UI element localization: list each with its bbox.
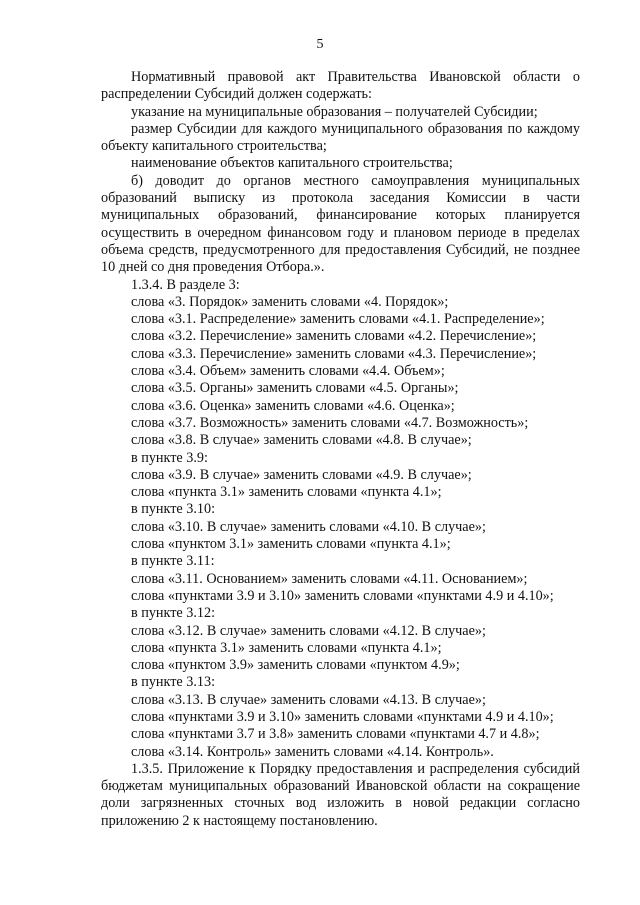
list-line: слова «3.7. Возможность» заменить словами «4.7. Возможность»;: [131, 414, 529, 431]
list-line: слова «пунктом 3.9» заменить словами «пунктом 4.9»;: [131, 657, 460, 674]
paragraph: размер Субсидии для каждого муниципального образования по каждому объекту капитального строительства;: [101, 120, 580, 155]
list-line: слова «3.10. В случае» заменить словами «4.10. В случае»;: [131, 518, 486, 535]
paragraph: б) доводит до органов местного самоуправления муниципальных образований выписку из протокола заседания Комиссии в части муниципальных образований, финансирование которых планируется осуществить в очередном финансовом году и плановом периоде в пределах объема средств, предусмотренного для предоставления Субсидий, не позднее 10 дней со дня проведения Отбора.».: [101, 172, 580, 276]
list-line: указание на муниципальные образования – получателей Субсидии;: [131, 103, 538, 120]
list-line: слова «3.3. Перечисление» заменить словами «4.3. Перечисление»;: [131, 345, 537, 362]
list-line: слова «3.2. Перечисление» заменить словами «4.2. Перечисление»;: [131, 328, 537, 345]
list-line: в пункте 3.10:: [131, 501, 216, 518]
list-line: слова «пунктами 3.9 и 3.10» заменить словами «пунктами 4.9 и 4.10»;: [131, 587, 554, 604]
list-line: слова «3.4. Объем» заменить словами «4.4. Объем»;: [131, 363, 445, 380]
list-line: слова «пунктами 3.9 и 3.10» заменить словами «пунктами 4.9 и 4.10»;: [131, 708, 554, 725]
paragraph: 1.3.5. Приложение к Порядку предоставления и распределения субсидий бюджетам муниципальных образований Ивановской области на сокращение доли загрязненных сточных вод изложить в новой редакции согласно приложению 2 к настоящему постановлению.: [101, 760, 580, 829]
list-line: слова «3.9. В случае» заменить словами «4.9. В случае»;: [131, 466, 472, 483]
document-body: [101, 69, 580, 830]
list-line: слова «пунктами 3.7 и 3.8» заменить словами «пунктами 4.7 и 4.8»;: [131, 726, 540, 743]
list-line: слова «пункта 3.1» заменить словами «пункта 4.1»;: [131, 639, 442, 656]
list-line: слова «пункта 3.1» заменить словами «пункта 4.1»;: [131, 484, 442, 501]
list-line: в пункте 3.12:: [131, 605, 216, 622]
list-line: 1.3.4. В разделе 3:: [131, 276, 240, 293]
list-line: слова «3.8. В случае» заменить словами «4.8. В случае»;: [131, 432, 472, 449]
paragraph: Нормативный правовой акт Правительства Ивановской области о распределении Субсидий должен содержать:: [101, 69, 580, 103]
list-line: слова «3.12. В случае» заменить словами «4.12. В случае»;: [131, 622, 486, 639]
list-line: слова «3.6. Оценка» заменить словами «4.6. Оценка»;: [131, 397, 455, 414]
list-line: слова «3.14. Контроль» заменить словами «4.14. Контроль».: [131, 743, 494, 760]
list-line: слова «3. Порядок» заменить словами «4. Порядок»;: [131, 293, 449, 310]
list-line: слова «3.1. Распределение» заменить словами «4.1. Распределение»;: [131, 311, 545, 328]
list-line: слова «пунктом 3.1» заменить словами «пункта 4.1»;: [131, 536, 451, 553]
list-line: слова «3.5. Органы» заменить словами «4.5. Органы»;: [131, 380, 459, 397]
page-number: 5: [316, 37, 324, 52]
list-line: в пункте 3.13:: [131, 674, 216, 691]
list-line: слова «3.13. В случае» заменить словами «4.13. В случае»;: [131, 691, 486, 708]
list-line: в пункте 3.9:: [131, 449, 208, 466]
list-line: в пункте 3.11:: [131, 553, 215, 570]
list-line: наименование объектов капитального строительства;: [131, 155, 453, 172]
list-line: слова «3.11. Основанием» заменить словами «4.11. Основанием»;: [131, 570, 528, 587]
